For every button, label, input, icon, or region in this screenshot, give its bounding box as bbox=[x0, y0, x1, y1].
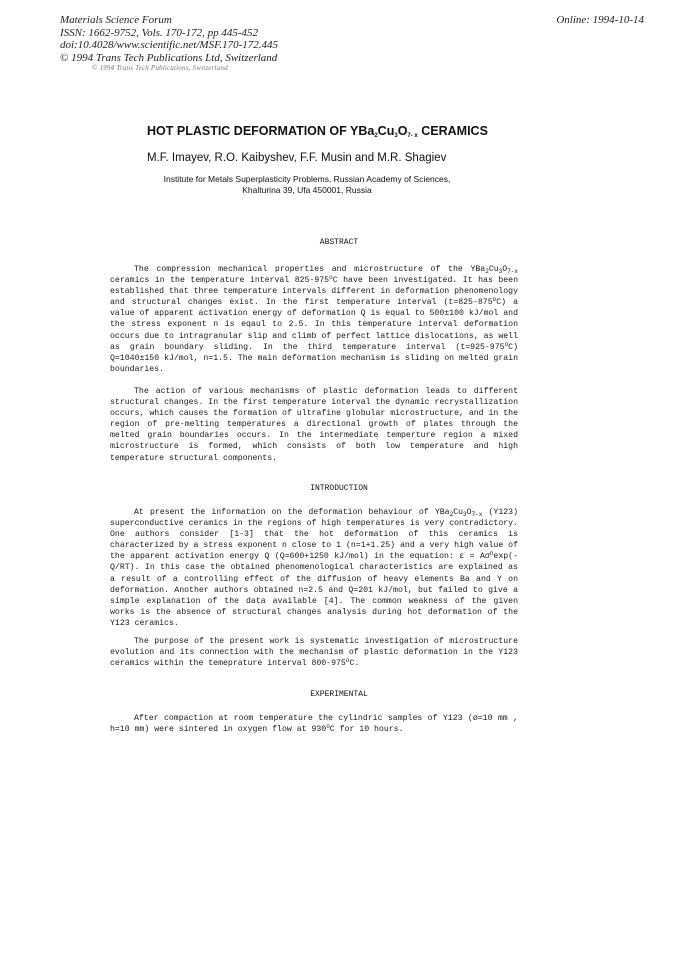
affiliation-line-1: Institute for Metals Superplasticity Problems, Russian Academy of Sciences, bbox=[163, 174, 451, 184]
introduction-paragraph-1: At present the information on the deformation behaviour of $YBa_2Cu_3O_{7-x}$ (Y123) superconductive ceramics in the regions of high temperatures is very contradictory. One authors consider [1-3] that the hot deformation of this ceramics is characterized by a stress exponent n close to 1 (n=1+1.25) and a very high value of the apparent activation energy Q (Q=600+1250 kJ/mol) in the equation: ε̇ = $A\sigma^n\exp(-Q/RT)$. In this case the obtained phenomenological characteristics are explained as a result of a controlling effect of the diffusion of heavy elements Ba and Y on deformation. Another authors obtained n=2.5 and Q=201 kJ/mol, but failed to give a simple explanation of the data available [4]. The common weakness of the given works is the absence of structural changes analysis during hot deformation of the Y123 ceramics. bbox=[110, 508, 518, 628]
abstract-paragraph-2: The action of various mechanisms of plastic deformation leads to different structural changes. In the first temperature interval the dynamic recrystallization occurs, which causes the formation of ultrafine globular microstructure, and in the region of pre-melting temperatures a directional growth of plates through the melted grain boundaries occurs. In the intermediate temperture region a mixed microstructure is formed, which consists of both low temperature and high temperature structural components. bbox=[110, 387, 518, 463]
title-sub1: 2 bbox=[374, 133, 378, 139]
title-sub3: 7- x bbox=[407, 133, 418, 139]
doi-line: doi:10.4028/www.scientific.net/MSF.170-172.445 bbox=[60, 39, 279, 51]
introduction-paragraph-2: The purpose of the present work is systematic investigation of microstructure evolution and its connection with the mechanism of plastic deformation in the Y123 ceramics within the temeprature interval 800-975$^o$C. bbox=[110, 637, 518, 669]
title-suffix: CERAMICS bbox=[417, 124, 488, 138]
experimental-paragraph-1: After compaction at room temperature the cylindric samples of Y123 (ø=10 mm , h=10 mm) were sintered in oxygen flow at 930$^o$C for 10 hours. bbox=[110, 714, 518, 735]
publication-meta bbox=[60, 14, 278, 64]
copyright-line: © 1994 Trans Tech Publications Ltd, Switzerland bbox=[60, 51, 278, 64]
title-prefix: HOT PLASTIC DEFORMATION OF YBa bbox=[147, 124, 375, 138]
affiliation bbox=[147, 174, 467, 196]
introduction-heading: INTRODUCTION bbox=[310, 484, 368, 493]
affiliation-line-2: Khalturina 39, Ufa 450001, Russia bbox=[242, 185, 372, 195]
online-date: Online: 1994-10-14 bbox=[556, 14, 644, 26]
title-cu: Cu bbox=[377, 124, 395, 138]
authors: M.F. Imayev, R.O. Kaibyshev, F.F. Musin and M.R. Shagiev bbox=[147, 152, 447, 164]
faint-copyright-line: © 1994 Trans Tech Publications, Switzerland bbox=[92, 64, 228, 72]
abstract-paragraph-1: The compression mechanical properties and microstructure of the $YBa_2Cu_3O_{7-x}$ ceramics in the temperature interval 825-975$^o$C have been investigated. It has been established that three temperature intervals different in deformation phenomenology and structural changes exist. In the first temperature interval $(t=825-875^oC)$ a value of apparent activation energy of deformation Q is equal to 500±100 kJ/mol and the stress exponent n is eqaul to 2.5. In this temperature interval deformation occurs due to intragranular slip and climb of perfect lattice dislocations, as well as grain boundary sliding. In the third temperature interval $(t=925-975^oC)$ Q=1040±150 kJ/mol, n=1.5. The main deformation mechanism is sliding on melted grain boundaries. bbox=[110, 265, 519, 374]
abstract-heading: ABSTRACT bbox=[319, 238, 359, 247]
experimental-heading: EXPERIMENTAL bbox=[310, 690, 368, 699]
paper-title bbox=[147, 124, 488, 138]
journal-name: Materials Science Forum bbox=[60, 14, 172, 26]
title-sub2: 3 bbox=[394, 133, 398, 139]
title-o: O bbox=[397, 124, 408, 138]
issn-line: ISSN: 1662-9752, Vols. 170-172, pp 445-452 bbox=[60, 26, 258, 39]
